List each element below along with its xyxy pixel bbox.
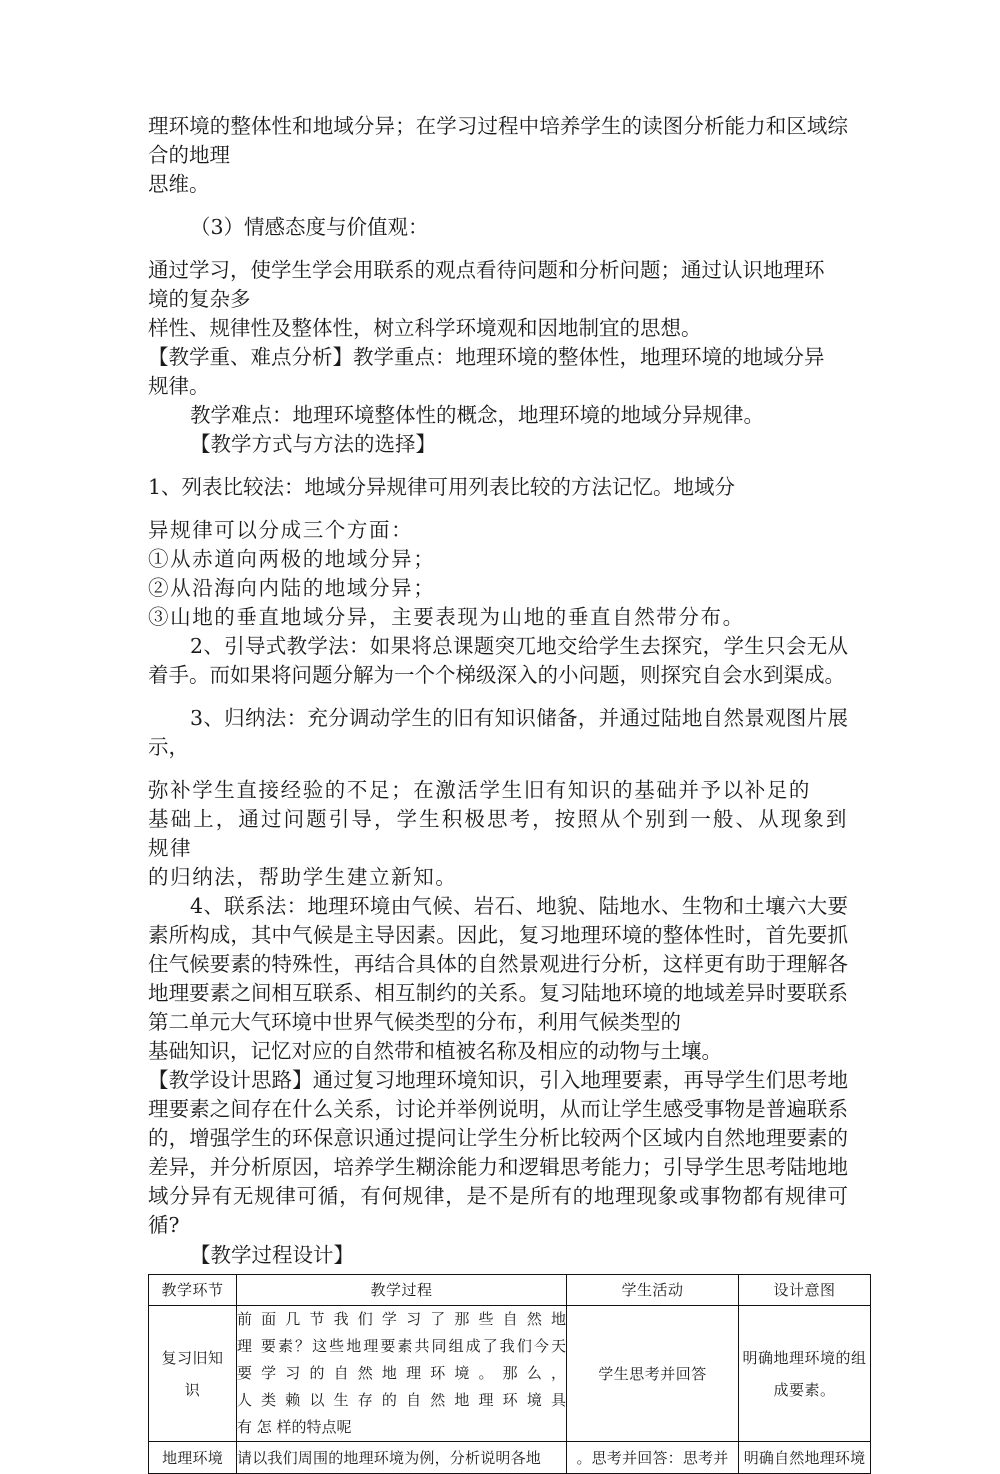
cell-stage [149,1306,237,1442]
paragraph-line: 通过学习，使学生学会用联系的观点看待问题和分析问题；通过认识地理环 [148,258,825,282]
cell-line: 有 怎 样的特点呢 [237,1418,352,1436]
list-item-3: ③山地的垂直地域分异，主要表现为山地的垂直自然带分布。 [148,605,745,629]
list-item-1: ①从赤道向两极的地域分异； [148,547,436,571]
teaching-process-table [148,1274,871,1474]
section-heading-methods: 【教学方式与方法的选择】 [190,432,436,456]
paragraph-method-2: 2、引导式教学法：如果将总课题突兀地交给学生去探究，学生只会无从着手。而如果将问题分解为一个个梯级深入的小问题，则探究自会水到渠成。 [148,634,848,687]
table-row [149,1306,871,1442]
cell-line: 理 要素？这些地理要素共同组成了我们今天 [237,1337,566,1355]
cell-line: 识 [184,1380,201,1399]
cell-intent: 明确自然地理环境 [739,1442,871,1474]
cell-process [237,1306,567,1442]
paragraph-line: 理环境的整体性和地域分异；在学习过程中培养学生的读图分析能力和区域综合的地理 [148,114,848,167]
paragraph-method-3: 3、归纳法：充分调动学生的旧有知识储备，并通过陆地自然景观图片展示， [148,706,848,759]
cell-line: 人类赖以生存的自然地理环境具 [237,1391,566,1409]
table-header-intent: 设计意图 [739,1275,871,1306]
cell-process: 请以我们周围的地理环境为例，分析说明各地 [237,1442,567,1474]
paragraph-method-1-cont: 异规律可以分成三个方面： [148,518,414,542]
document-body [148,112,867,1474]
paragraph-learning-goal [148,256,848,314]
paragraph-goal-continued: 样性、规律性及整体性，树立科学环境观和因地制宜的思想。 [148,316,702,340]
table-header-activity: 学生活动 [567,1275,739,1306]
paragraph-method-3-cont [148,776,848,892]
cell-activity: 。思考并回答：思考并 [567,1442,739,1474]
table-header-stage: 教学环节 [149,1275,237,1306]
paragraph-method-1: 1、列表比较法：地域分异规律可用列表比较的方法记忆。地域分 [148,475,736,499]
paragraph-line: 【教学重、难点分析】教学重点：地理环境的整体性，地理环境的地域分异 [148,345,825,369]
list-item-2: ②从沿海向内陆的地域分异； [148,576,436,600]
cell-line: 复习旧知 [161,1348,224,1367]
paragraph-key-points [148,343,848,401]
table-header-row [149,1275,871,1306]
table-header-process: 教学过程 [237,1275,567,1306]
cell-line: 明确地理环境的组 [742,1348,867,1367]
section-heading-process: 【教学过程设计】 [190,1243,354,1267]
cell-stage: 地理环境 [149,1442,237,1474]
cell-line: 前面几节我们学习了那些自然地 [237,1310,566,1328]
table-row [149,1442,871,1474]
cell-line: 要学习的自然地理环境。那么， [237,1364,566,1382]
paragraph-line: 规律。 [148,374,210,398]
paragraph-line: 的归纳法，帮助学生建立新知。 [148,865,458,889]
section-heading-emotion: （3）情感态度与价值观： [190,215,429,239]
cell-activity: 学生思考并回答 [567,1306,739,1442]
paragraph-method-4: 4、联系法：地理环境由气候、岩石、地貌、陆地水、生物和土壤六大要素所构成，其中气候是主导因素。因此，复习地理环境的整体性时，首先要抓住气候要素的特殊性，再结合具体的自然景观进行分析，这样更有助于理解各地理要素之间相互联系、相互制约的关系。复习陆地环境的地域差异时要联系第二单元大气环境中世界气候类型的分布，利用气候类型的 [148,894,848,1034]
paragraph-difficult-points: 教学难点：地理环境整体性的概念，地理环境的地域分异规律。 [190,403,764,427]
cell-line: 成要素。 [773,1380,836,1399]
paragraph-line: 境的复杂多 [148,287,251,311]
paragraph-method-4-cont: 基础知识，记忆对应的自然带和植被名称及相应的动物与土壤。 [148,1039,722,1063]
paragraph-continuation [148,112,848,199]
paragraph-line: 基础上，通过问题引导，学生积极思考，按照从个别到一般、从现象到规律 [148,807,848,860]
paragraph-line: 弥补学生直接经验的不足；在激活学生旧有知识的基础并予以补足的 [148,778,811,802]
paragraph-line: 思维。 [148,172,210,196]
cell-intent [739,1306,871,1442]
paragraph-design-idea: 【教学设计思路】通过复习地理环境知识，引入地理要素，再导学生们思考地理要素之间存在什么关系，讨论并举例说明，从而让学生感受事物是普遍联系的，增强学生的环保意识通过提问让学生分析比较两个区域内自然地理要素的差异，并分析原因，培养学生糊涂能力和逻辑思考能力；引导学生思考陆地地域分异有无规律可循，有何规律，是不是所有的地理现象或事物都有规律可循? [148,1068,848,1237]
